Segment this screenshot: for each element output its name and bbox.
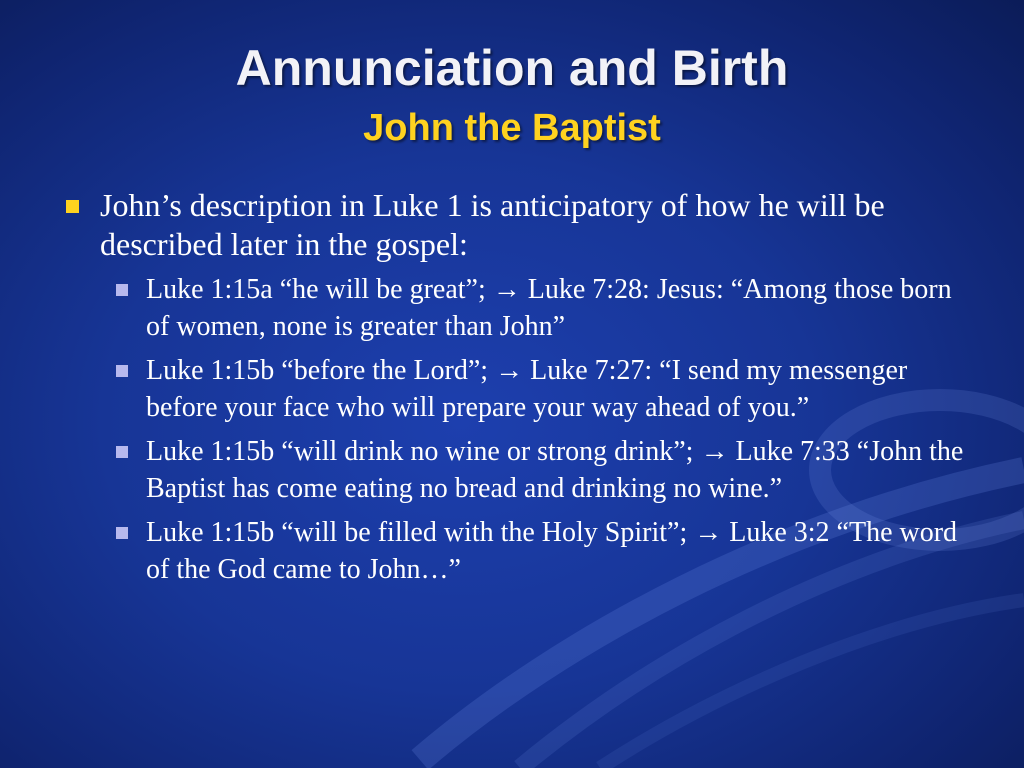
slide-title: Annunciation and Birth (235, 40, 789, 96)
square-bullet-icon (116, 446, 128, 458)
bullet-item (60, 186, 970, 264)
sub-bullet-text: Luke 1:15b “will be filled with the Holy Spirit”; → Luke 3:2 “The word of the God came to John…” (146, 517, 958, 585)
slide-body (60, 186, 970, 595)
square-bullet-icon (66, 200, 79, 213)
sub-bullet-text: Luke 1:15b “will drink no wine or strong drink”; → Luke 7:33 “John the Baptist has come eating no bread and drinking no wine.” (146, 436, 964, 504)
square-bullet-icon (116, 527, 128, 539)
sub-bullet-text: Luke 1:15a “he will be great”; → Luke 7:28: Jesus: “Among those born of women, none is greater than John” (146, 274, 952, 342)
slide-subtitle: John the Baptist (363, 107, 661, 149)
bullet-text: John’s description in Luke 1 is anticipatory of how he will be described later in the gospel: (100, 187, 885, 262)
sub-bullet-item (60, 433, 970, 507)
sub-bullet-text: Luke 1:15b “before the Lord”; → Luke 7:27: “I send my messenger before your face who will prepare your way ahead of you.” (146, 355, 908, 423)
square-bullet-icon (116, 365, 128, 377)
sub-bullet-item (60, 514, 970, 588)
sub-bullet-item (60, 271, 970, 345)
square-bullet-icon (116, 284, 128, 296)
sub-bullet-item (60, 352, 970, 426)
